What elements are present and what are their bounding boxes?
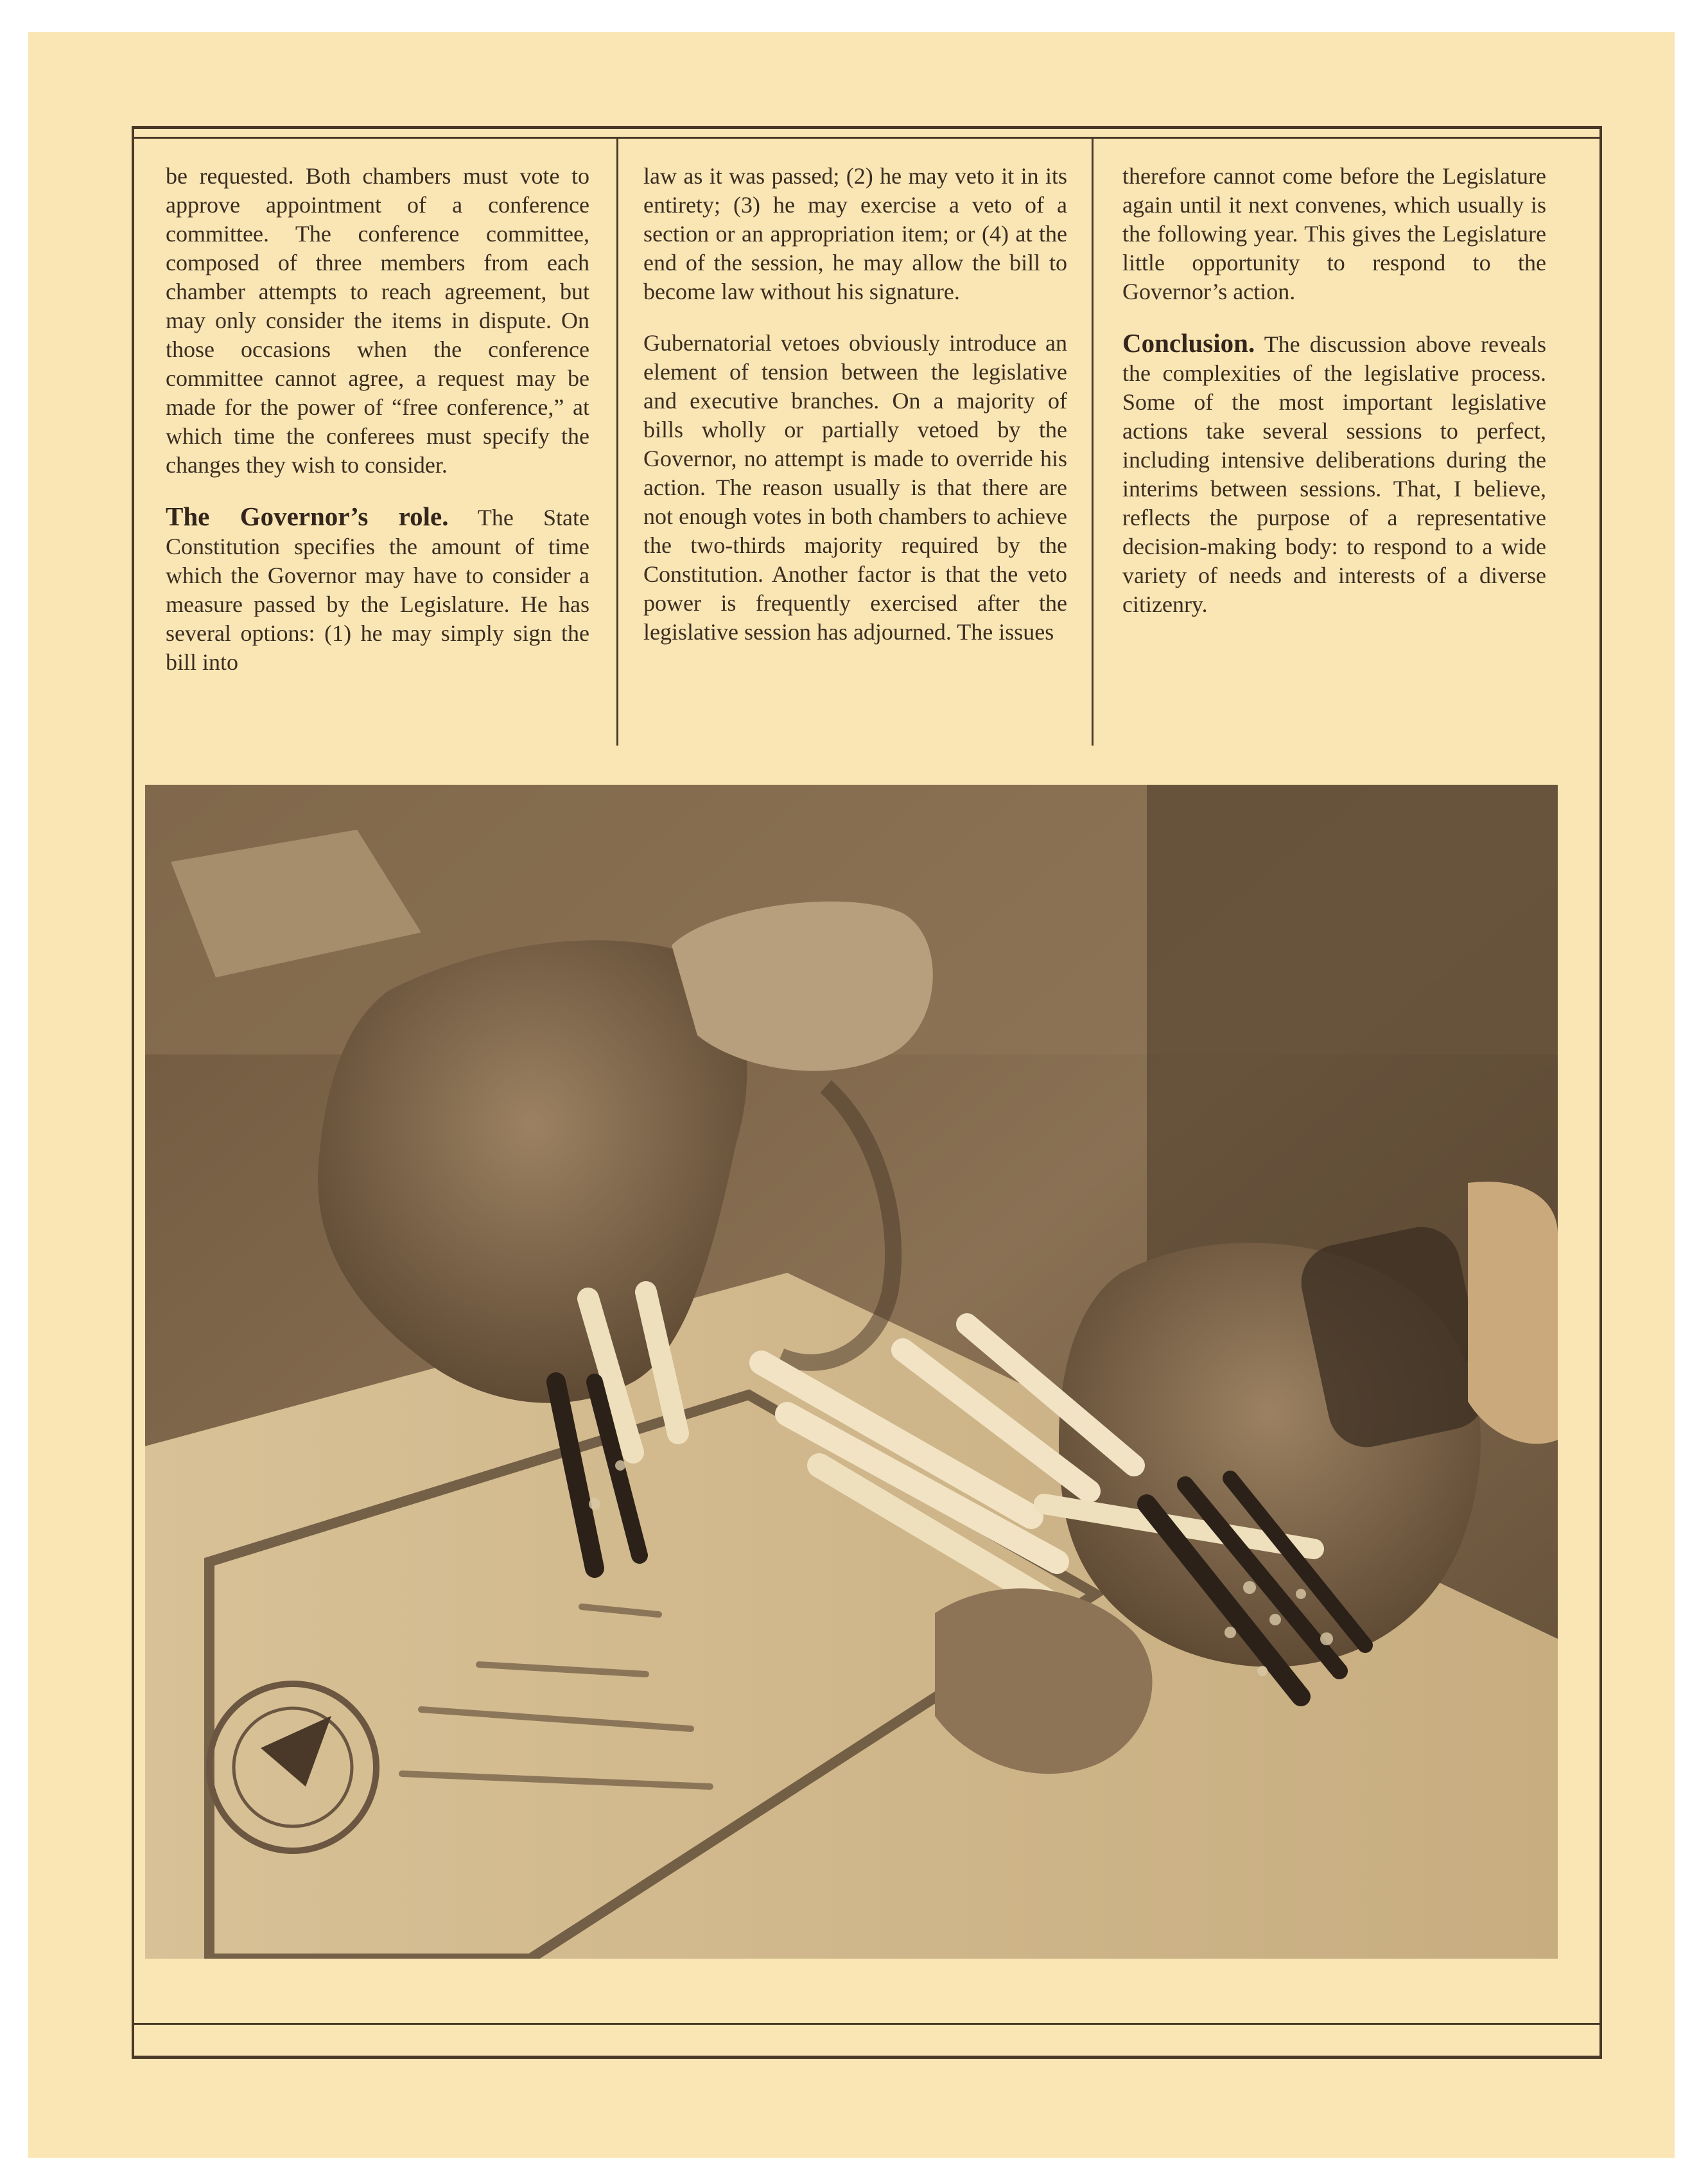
section-heading-governors-role: The Governor’s role. (166, 502, 449, 531)
paragraph-text: therefore cannot come before the Legislature again until it next convenes, which usually is the following year. This gives the Legislature little opportunity to respond to the Governor’s action. (1122, 163, 1546, 304)
paragraph (166, 502, 589, 677)
photo-governor-signing-pens (145, 785, 1558, 1959)
text-column-1 (166, 162, 589, 699)
paragraph (643, 329, 1067, 647)
column-divider-2 (1092, 139, 1094, 746)
paragraph (1122, 162, 1546, 306)
photo-illustration (145, 785, 1558, 1959)
paragraph-text: law as it was passed; (2) he may veto it in its entirety; (3) he may exercise a veto of a section or an appropriation item; or (4) at the end of the session, he may allow the bill to become law without his signature. (643, 163, 1067, 304)
column-divider-1 (616, 139, 618, 746)
paragraph-text: The discussion above reveals the complexities of the legislative process. Some of the most important legislative actions take several sessions to perfect, including intensive deliberations during the interims between sessions. That, I believe, reflects the purpose of a representative decision-making body: to respond to a wide variety of needs and interests of a diverse citizenry. (1122, 331, 1546, 617)
paragraph-text: be requested. Both chambers must vote to approve appointment of a conference committee. The conference committee, composed of three members from each chamber attempts to reach agreement, but may only consider the items in dispute. On those occasions when the conference committee cannot agree, a request may be made for the power of “free conference,” at which time the conferees must specify the changes they wish to consider. (166, 163, 589, 478)
frame-right-rule (1599, 126, 1602, 2059)
frame-top-inner-rule (132, 137, 1602, 139)
paragraph (643, 162, 1067, 306)
frame-top-rule (132, 126, 1602, 129)
frame-bottom-rule (132, 2056, 1602, 2059)
paragraph (1122, 329, 1546, 619)
frame-bottom-inner-rule (132, 2023, 1602, 2025)
paragraph-text: Gubernatorial vetoes obviously introduce an element of tension between the legislative and executive branches. On a majority of bills wholly or partially vetoed by the Governor, no attempt is made to override his action. The reason usually is that there are not enough votes in both chambers to achieve the two-thirds majority required by the Constitution. Another factor is that the veto power is frequently exercised after the legislative session has adjourned. The issues (643, 330, 1067, 645)
paragraph-text: The State Constitution specifies the amount of time which the Governor may have to consider a measure passed by the Legislature. He has several options: (1) he may simply sign the bill into (166, 505, 589, 675)
section-heading-conclusion: Conclusion. (1122, 328, 1255, 358)
frame-left-rule (132, 126, 134, 2059)
text-column-3 (1122, 162, 1546, 642)
paragraph (166, 162, 589, 480)
text-column-2 (643, 162, 1067, 669)
